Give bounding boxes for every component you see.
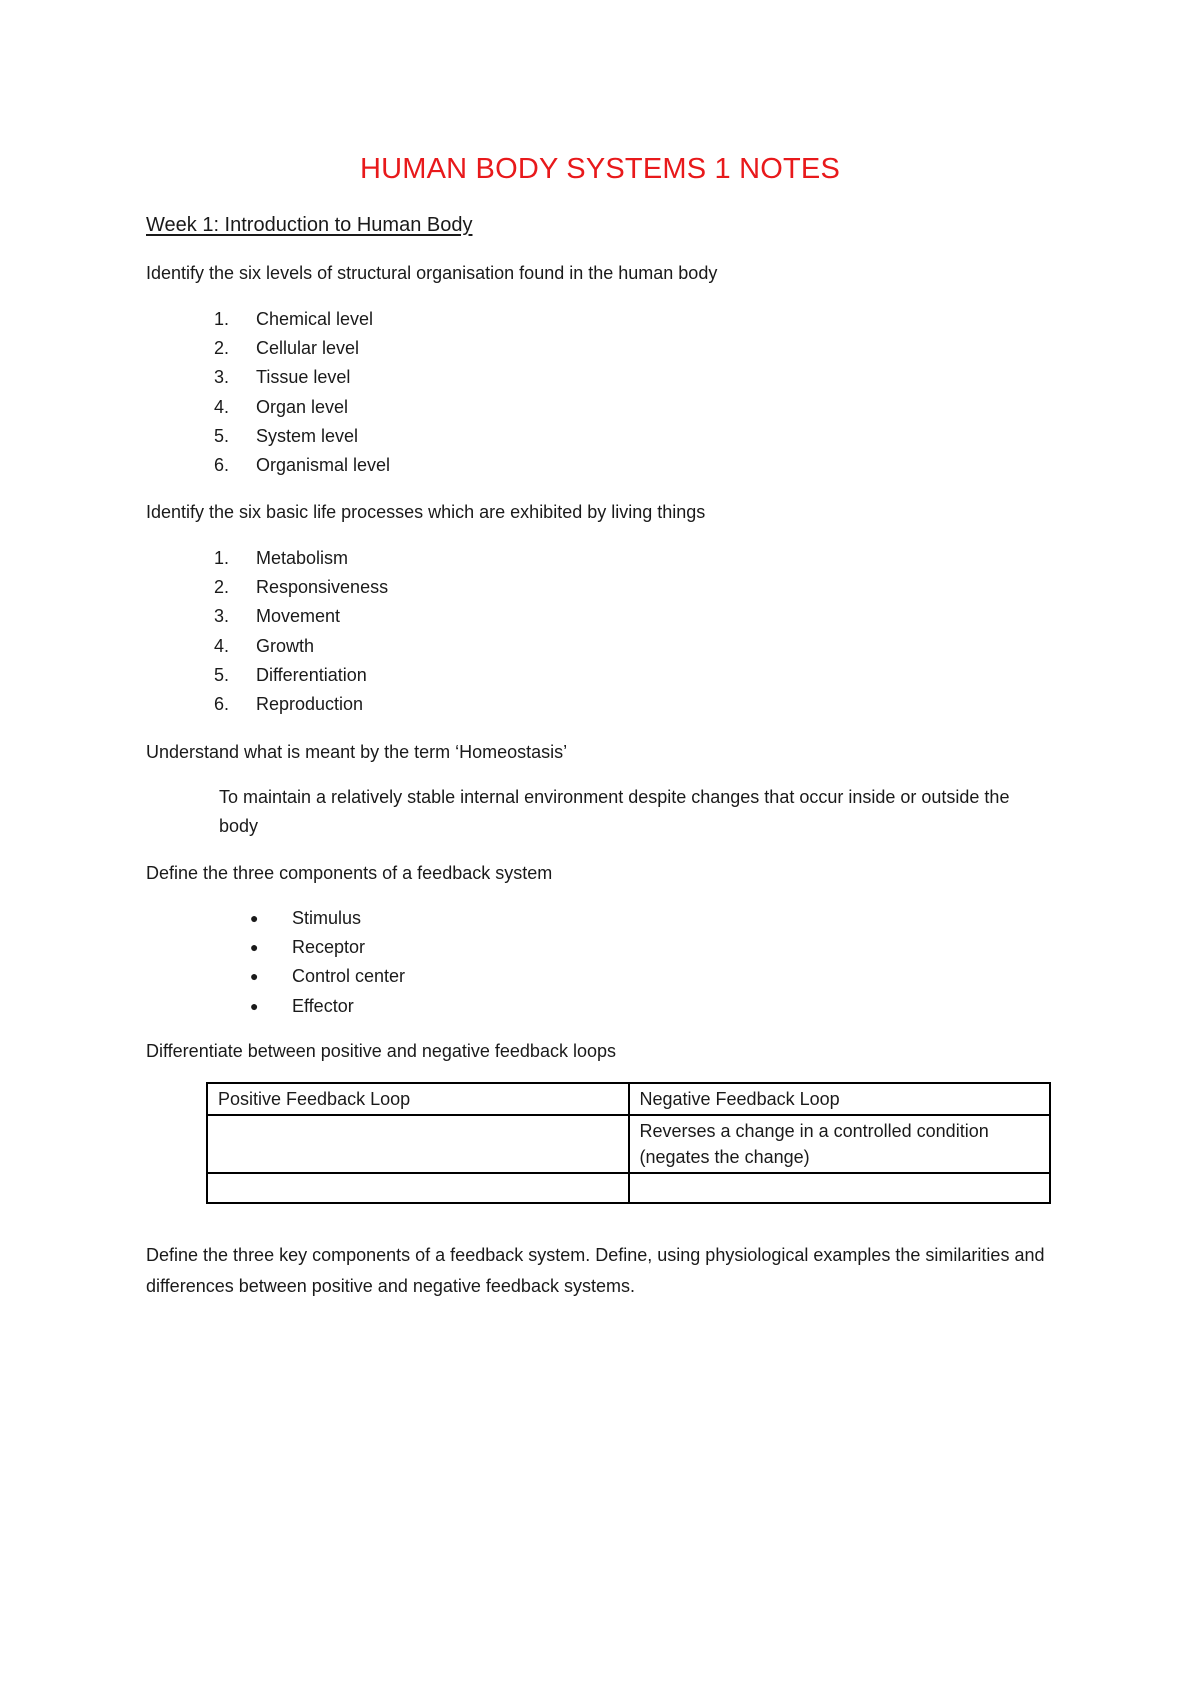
table-row	[207, 1173, 1050, 1203]
list-text: Organ level	[256, 396, 349, 417]
list-number: 5.	[214, 425, 230, 446]
levels-question: Identify the six levels of structural organisation found in the human body	[146, 263, 718, 283]
list-text: Cellular level	[256, 338, 360, 359]
bullet-icon: ●	[250, 939, 259, 956]
bullet-icon: ●	[250, 910, 259, 926]
list-text: Organismal level	[256, 454, 391, 475]
list-item	[250, 933, 405, 962]
list-number: 1.	[214, 309, 230, 329]
list-number: 6.	[214, 454, 230, 475]
table-cell	[207, 1115, 629, 1173]
list-item	[214, 661, 388, 690]
table-row	[207, 1115, 1050, 1173]
list-item	[214, 422, 390, 451]
list-text: Metabolism	[256, 548, 349, 568]
processes-list	[214, 544, 388, 719]
list-text: Growth	[256, 635, 315, 656]
list-item	[214, 573, 388, 602]
bullet-icon: ●	[250, 968, 259, 985]
list-text: Responsiveness	[256, 577, 389, 598]
list-item	[214, 305, 390, 334]
list-item	[214, 451, 390, 480]
bullet-icon: ●	[250, 997, 259, 1014]
list-text: System level	[256, 425, 359, 446]
list-text: Receptor	[292, 937, 366, 958]
processes-question: Identify the six basic life processes which are exhibited by living things	[146, 502, 706, 522]
table-header-cell: Negative Feedback Loop	[629, 1083, 1051, 1115]
loops-question: Differentiate between positive and negative feedback loops	[146, 1041, 616, 1061]
list-text: Tissue level	[256, 367, 351, 388]
table-header-row	[207, 1083, 1050, 1115]
document-title: HUMAN BODY SYSTEMS 1 NOTES	[359, 153, 841, 185]
levels-list	[214, 305, 390, 480]
list-item	[214, 690, 388, 719]
list-text: Reproduction	[256, 693, 364, 714]
list-item	[214, 393, 390, 422]
list-item	[214, 363, 390, 392]
table-cell	[207, 1173, 629, 1203]
components-question: Define the three components of a feedback system	[146, 863, 553, 883]
list-text: Movement	[256, 606, 341, 627]
table-cell	[629, 1173, 1051, 1203]
list-item	[214, 544, 388, 573]
list-number: 3.	[214, 367, 230, 388]
list-text: Control center	[292, 966, 406, 987]
list-text: Differentiation	[256, 664, 367, 685]
list-item	[250, 904, 405, 933]
list-item	[250, 992, 405, 1021]
homeostasis-question: Understand what is meant by the term ‘Homeostasis’	[146, 742, 568, 762]
list-item	[214, 602, 388, 631]
list-number: 3.	[214, 606, 230, 627]
list-number: 4.	[214, 396, 230, 417]
list-item	[250, 962, 405, 991]
table-cell: Reverses a change in a controlled condition (negates the change)	[629, 1115, 1051, 1173]
final-question: Define the three key components of a feedback system. Define, using physiological examples the similarities and differences between positive and negative feedback systems.	[146, 1245, 1045, 1296]
feedback-loops-table	[206, 1082, 1051, 1204]
list-number: 2.	[214, 577, 230, 598]
list-number: 2.	[214, 338, 230, 359]
table-header-cell: Positive Feedback Loop	[207, 1083, 629, 1115]
homeostasis-answer: To maintain a relatively stable internal environment despite changes that occur inside or outside the body	[219, 787, 1010, 836]
list-text: Stimulus	[292, 908, 362, 928]
list-number: 6.	[214, 693, 230, 714]
list-item	[214, 632, 388, 661]
week-heading: Week 1: Introduction to Human Body	[146, 214, 473, 236]
list-number: 5.	[214, 664, 230, 685]
list-text: Chemical level	[256, 309, 374, 329]
list-number: 4.	[214, 635, 230, 656]
list-item	[214, 334, 390, 363]
components-list	[250, 904, 405, 1021]
list-text: Effector	[292, 995, 354, 1016]
list-number: 1.	[214, 548, 230, 568]
